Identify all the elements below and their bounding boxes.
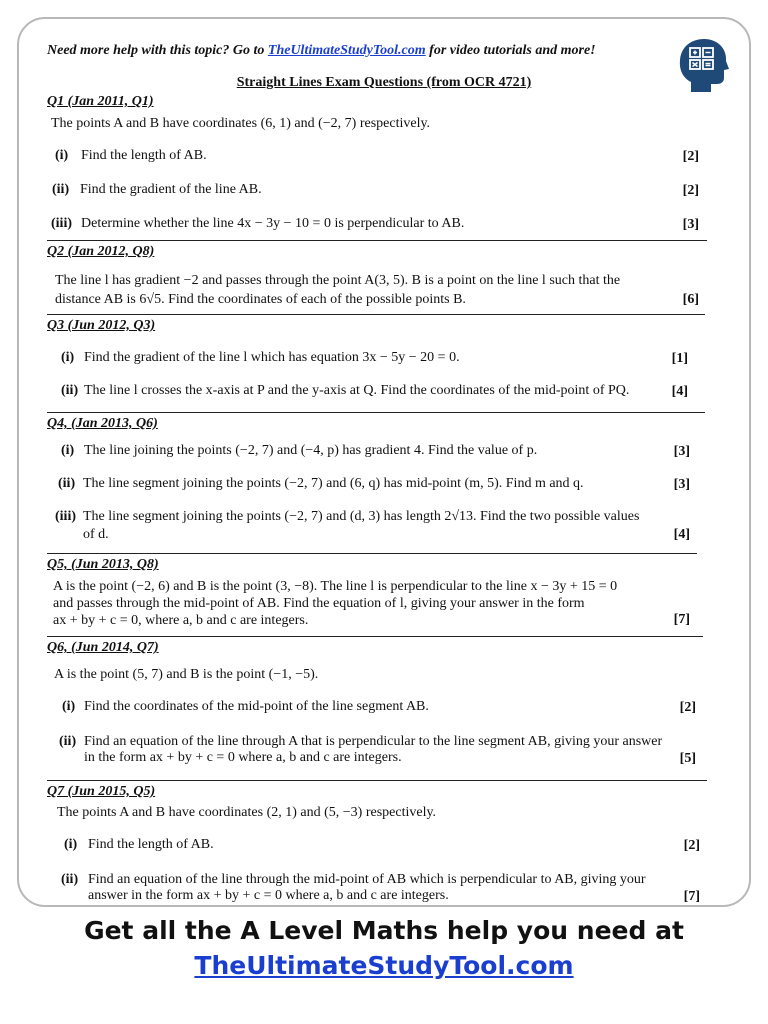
q3-part-i-marks: [1] <box>671 351 688 366</box>
q3-heading: Q3 (Jun 2012, Q3) <box>47 318 156 333</box>
q4-part-ii-marks: [3] <box>673 477 690 492</box>
page-title: Straight Lines Exam Questions (from OCR 4721) <box>236 75 532 90</box>
q5-line-2: and passes through the mid-point of AB. Find the equation of l, giving your answer in the form <box>53 596 585 611</box>
q2-marks: [6] <box>682 292 699 307</box>
q7-part-ii-marks: [7] <box>683 889 700 904</box>
q1-part-ii: (ii) Find the gradient of the line AB. <box>52 182 262 197</box>
q4-part-iii: (iii) The line segment joining the points (−2, 7) and (d, 3) has length 2√13. Find the two possible values <box>55 509 640 524</box>
q4-heading: Q4, (Jan 2013, Q6) <box>47 416 158 431</box>
divider <box>47 636 703 637</box>
q1-part-iii-marks: [3] <box>682 217 699 232</box>
q7-part-i-marks: [2] <box>683 838 700 853</box>
q7-heading: Q7 (Jun 2015, Q5) <box>47 784 156 799</box>
q4-part-i-marks: [3] <box>673 444 690 459</box>
q1-part-iii: (iii) Determine whether the line 4x − 3y − 10 = 0 is perpendicular to AB. <box>51 216 465 231</box>
q3-part-ii: (ii) The line l crosses the x-axis at P and the y-axis at Q. Find the coordinates of the mid-point of PQ. <box>61 383 630 398</box>
q1-intro: The points A and B have coordinates (6, 1) and (−2, 7) respectively. <box>51 116 431 131</box>
divider <box>47 780 707 781</box>
q7-part-ii: (ii) Find an equation of the line through the mid-point of AB which is perpendicular to AB, giving your <box>61 872 646 887</box>
q6-heading: Q6, (Jun 2014, Q7) <box>47 640 159 655</box>
q6-part-i-marks: [2] <box>679 700 696 715</box>
footer-link[interactable]: TheUltimateStudyTool.com <box>194 951 574 980</box>
divider <box>47 412 705 413</box>
q5-line-3: ax + by + c = 0, where a, b and c are integers. <box>53 613 309 628</box>
q5-heading: Q5, (Jun 2013, Q8) <box>47 557 159 572</box>
q7-intro: The points A and B have coordinates (2, 1) and (5, −3) respectively. <box>57 805 437 820</box>
q6-part-ii: (ii) Find an equation of the line through A that is perpendicular to the line segment AB, giving your answer <box>59 734 663 749</box>
q6-part-i: (i) Find the coordinates of the mid-point of the line segment AB. <box>62 699 429 714</box>
q1-part-i-marks: [2] <box>682 149 699 164</box>
q6-part-ii-marks: [5] <box>679 751 696 766</box>
divider <box>47 240 707 241</box>
q3-part-ii-marks: [4] <box>671 384 688 399</box>
q5-line-1: A is the point (−2, 6) and B is the point (3, −8). The line l is perpendicular to the line x − 3y + 15 = 0 <box>53 579 618 594</box>
help-banner: Need more help with this topic? Go to TheUltimateStudyTool.com for video tutorials and more! <box>47 43 596 58</box>
q4-part-i: (i) The line joining the points (−2, 7) and (−4, p) has gradient 4. Find the value of p. <box>61 443 538 458</box>
q4-part-ii: (ii) The line segment joining the points (−2, 7) and (6, q) has mid-point (m, 5). Find m and q. <box>58 476 584 491</box>
q1-heading: Q1 (Jan 2011, Q1) <box>47 94 154 109</box>
q6-intro: A is the point (5, 7) and B is the point (−1, −5). <box>54 667 319 682</box>
divider <box>47 553 697 554</box>
q7-part-ii-cont: answer in the form ax + by + c = 0 where a, b and c are integers. <box>88 888 449 903</box>
q1-part-i: (i) Find the length of AB. <box>55 148 207 163</box>
q2-heading: Q2 (Jan 2012, Q8) <box>47 244 155 259</box>
divider <box>47 314 705 315</box>
q5-marks: [7] <box>673 612 690 627</box>
q7-part-i: (i) Find the length of AB. <box>64 837 214 852</box>
footer-tagline: Get all the A Level Maths help you need at <box>84 916 684 945</box>
q2-line-2: distance AB is 6√5. Find the coordinates of each of the possible points B. <box>55 292 466 307</box>
help-link[interactable]: TheUltimateStudyTool.com <box>267 43 426 58</box>
q4-part-iii-marks: [4] <box>673 527 690 542</box>
q1-part-ii-marks: [2] <box>682 183 699 198</box>
q3-part-i: (i) Find the gradient of the line l which has equation 3x − 5y − 20 = 0. <box>61 350 460 365</box>
q2-line-1: The line l has gradient −2 and passes through the point A(3, 5). B is a point on the line l such that the <box>55 273 621 288</box>
q6-part-ii-cont: in the form ax + by + c = 0 where a, b and c are integers. <box>84 750 402 765</box>
q4-part-iii-cont: of d. <box>83 527 109 542</box>
